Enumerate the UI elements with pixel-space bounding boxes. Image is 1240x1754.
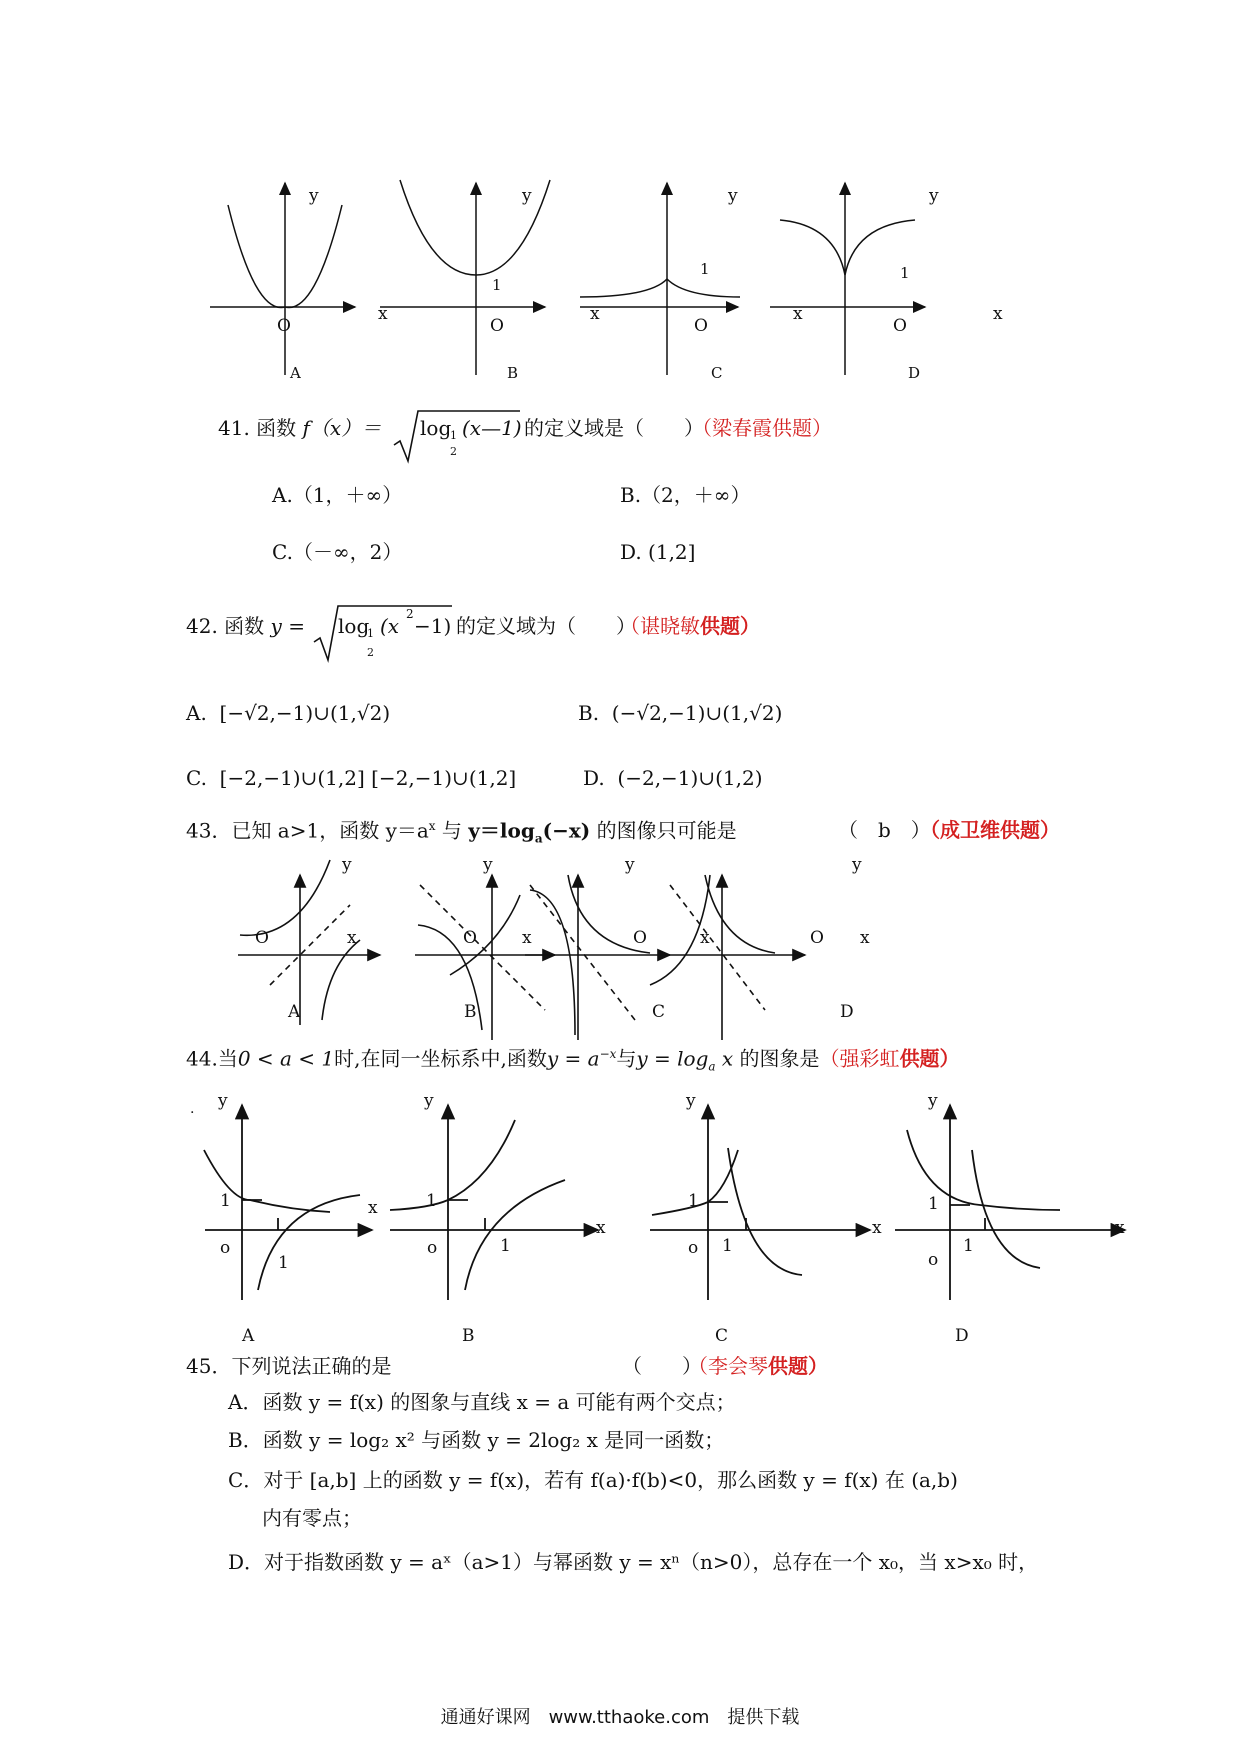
q44-dot: . [190,1101,195,1117]
q44-b-label: B [462,1326,475,1346]
q41-option-c: C.（－∞，2） [272,540,403,564]
q44-d-origin: o [928,1250,939,1270]
q41-option-a: A.（1，＋∞） [272,483,403,507]
q44-b-origin: o [427,1238,438,1258]
q42-option-a: A. [−√2,−1)∪(1,√2) [186,701,391,725]
q43-panel-d [650,875,805,1040]
q43-text: 43．已知 a>1，函数 y＝a [186,818,429,843]
q42-arg-end: −1) [414,614,452,638]
q43-a-label: A [288,1002,301,1022]
q44-a-x: x [368,1198,378,1218]
q43-sub: a [534,831,543,846]
q42-stem [186,616,305,636]
q44-func2: y = log [636,1046,709,1071]
top-c-mark: 1 [700,260,710,278]
q44-b-mark-x: 1 [500,1236,511,1256]
q44-source-a: （强彩虹 [819,1046,900,1071]
q44-stem [186,1048,960,1073]
q42-sup: 2 [406,607,414,621]
q44-b-x: x [596,1218,606,1238]
q45-option-a: A．函数 y = f(x) 的图象与直线 x = a 可能有两个交点； [228,1390,736,1414]
q42-stem-b: 的定义域为（ ） [456,614,636,638]
q45-option-c: C．对于 [a,b] 上的函数 y = f(x)，若有 f(a)·f(b)<0，那么函数 y = f(x) 在 (a,b) [228,1468,958,1492]
q44-a-origin: o [220,1238,231,1258]
q42-base-den: 2 [367,646,374,659]
q43-a-y: y [342,855,352,875]
page-footer: 通通好课网 www.tthaoke.com 提供下载 [440,1707,800,1728]
top-d-mark: 1 [900,264,910,282]
top-a-origin: O [277,316,291,336]
q44-sup: −x [599,1047,617,1061]
top-a-x-label: x [378,304,388,324]
q42-option-d: D. (−2,−1)∪(1,2) [583,766,763,790]
q42-source: （谌晓敏供题） [620,614,760,638]
q44-text-a: 当 [217,1046,238,1071]
q43-c-y: y [625,855,635,875]
q41-stem-a: 函数 [256,416,297,440]
q44-a-mark-y: 1 [220,1191,231,1211]
q42-stem-a: 函数 [224,614,265,638]
q43-d-label: D [840,1002,854,1022]
q44-panel-c [650,1105,870,1300]
q43-c-label: C [652,1002,666,1022]
q43-panel-c [525,875,670,1040]
q44-c-label: C [715,1326,729,1346]
q44-text-c: 与 [616,1046,637,1071]
q43-mid: 与 [435,818,469,843]
q44-d-y: y [928,1091,938,1111]
q44-d-mark-y: 1 [928,1194,939,1214]
q43-arg: (−x) [542,818,591,843]
q44-d-label: D [955,1326,969,1346]
q43-a-origin: O [255,928,269,948]
q43-a-x: x [347,928,357,948]
q44-a-y: y [218,1091,228,1111]
q44-c-mark-x: 1 [722,1236,733,1256]
q41-func: f（x）＝ [302,416,382,440]
q44-source-b: 供题） [899,1046,960,1071]
q42-number: 42. [186,614,218,638]
q44-text-b: 时,在同一坐标系中,函数 [334,1046,547,1071]
q43-func: y＝log [468,818,535,843]
top-b-label: B [507,364,519,382]
q44-var: x [715,1046,734,1071]
q41-arg: (x—1) [462,416,522,440]
q42-func: y = [270,614,305,638]
q45-stem: 45．下列说法正确的是 [186,1354,392,1378]
top-a-label: A [290,364,301,382]
q43-d-x: x [860,928,870,948]
q43-b-y: y [483,855,493,875]
q45-source: （李会琴供题） [688,1354,828,1378]
q43-panel-b [415,875,555,1040]
q44-c-origin: o [688,1238,699,1258]
q43-source: （成卫维供题） [920,818,1060,842]
q44-c-mark-y: 1 [688,1191,699,1211]
q41-base-den: 2 [450,445,457,458]
top-b-origin: O [490,316,504,336]
q44-func1: y = a [546,1046,600,1071]
q43-b-origin: O [463,928,477,948]
q41-source: （梁春霞供题） [692,416,832,440]
q41-option-b: B.（2，＋∞） [620,483,751,507]
q44-number: 44. [186,1046,218,1071]
q44-c-x: x [872,1218,882,1238]
q43-graph-figure [230,855,910,1055]
q41-option-d: D. (1,2] [620,540,696,564]
top-panel-a [210,183,355,375]
q43-d-y: y [852,855,862,875]
q44-text-d: 的图象是 [733,1046,820,1071]
top-a-y-label: y [309,186,319,206]
q43-b-label: B [464,1002,477,1022]
q44-b-mark-y: 1 [426,1191,437,1211]
top-b-mark: 1 [492,276,502,294]
top-d-x-label: x [993,304,1003,324]
top-b-x-label: x [590,304,600,324]
q42-base-num: 1 [367,627,374,640]
q44-graph-figure [190,1090,1140,1320]
q43-c-x: x [700,928,710,948]
q44-panel-b [390,1105,598,1300]
top-panel-b [380,180,550,375]
q44-d-x: x [1115,1218,1125,1238]
top-c-y-label: y [728,186,738,206]
top-graph-figure [180,175,1030,390]
top-d-y-label: y [929,186,939,206]
top-b-y-label: y [522,186,532,206]
q43-c-origin: O [633,928,647,948]
q45-option-b: B．函数 y = log₂ x² 与函数 y = 2log₂ x 是同一函数； [228,1428,725,1452]
top-d-origin: O [893,316,907,336]
q44-a-mark-x: 1 [278,1253,289,1273]
q41-stem-b: 的定义域是（ ） [524,416,704,440]
q43-answer: （ b ） [838,818,931,842]
q42-option-b: B. (−√2,−1)∪(1,√2) [578,701,783,725]
q44-cond: 0 < a < 1 [237,1046,335,1071]
q42-option-c: C. [−2,−1)∪(1,2] [−2,−1)∪(1,2] [186,766,517,790]
q43-b-x: x [522,928,532,948]
q43-d-origin: O [810,928,824,948]
q44-sub: a [708,1059,716,1074]
q45-blank: （ ） [622,1354,702,1378]
q44-b-y: y [424,1091,434,1111]
q43-stem [186,820,737,845]
top-c-origin: O [694,316,708,336]
top-d-label: D [908,364,921,382]
q45-option-d: D．对于指数函数 y = aˣ（a>1）与幂函数 y = xⁿ（n>0），总存在一个 x₀，当 x>x₀ 时， [228,1550,1039,1574]
q41-base-num: 1 [450,429,457,442]
q42-arg: (x [380,614,400,638]
q42-log: log [338,614,370,638]
q41-log: log [420,416,452,440]
top-c-x-label: x [793,304,803,324]
q43-stem-b: 的图像只可能是 [590,818,737,843]
q41-stem [218,418,381,438]
top-c-label: C [711,364,723,382]
q44-c-y: y [686,1091,696,1111]
q43-sup: x [428,819,436,833]
q41-number: 41. [218,416,250,440]
q45-option-c-cont: 内有零点； [262,1506,362,1530]
q44-d-mark-x: 1 [963,1236,974,1256]
top-panel-c [580,183,740,375]
q44-a-label: A [242,1326,255,1346]
